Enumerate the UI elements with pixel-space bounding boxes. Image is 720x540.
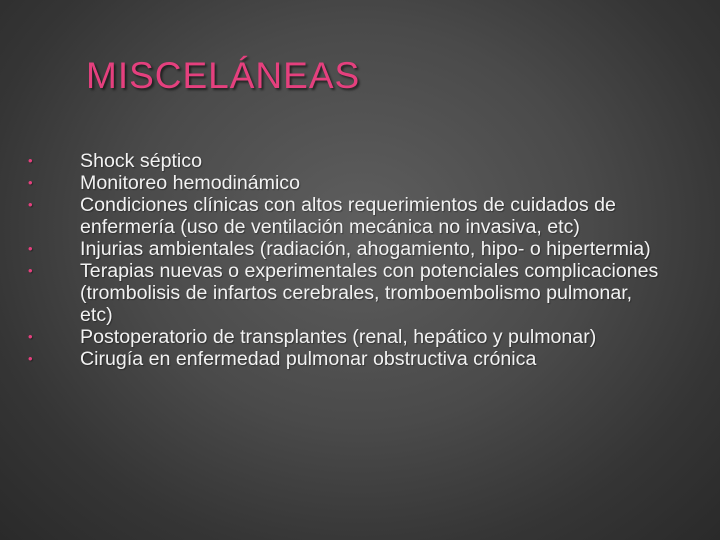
bullet-text: Terapias nuevas o experimentales con potenciales complicaciones (trombolisis de infartos cerebrales, tromboembolismo pulmonar, etc) — [80, 260, 659, 326]
bullet-text: Condiciones clínicas con altos requerimientos de cuidados de enfermería (uso de ventilación mecánica no invasiva, etc) — [80, 194, 616, 238]
bullet-item — [28, 348, 668, 370]
bullet-dot-icon: • — [28, 263, 33, 278]
bullet-dot-icon: • — [28, 153, 33, 168]
bullet-text: Injurias ambientales (radiación, ahogamiento, hipo- o hipertermia) — [80, 238, 651, 260]
bullet-dot-icon: • — [28, 351, 33, 366]
bullet-text: Cirugía en enfermedad pulmonar obstructiva crónica — [80, 348, 537, 370]
bullet-item — [28, 194, 668, 238]
bullet-dot-icon: • — [28, 175, 33, 190]
bullet-dot-icon: • — [28, 329, 33, 344]
bullet-item — [28, 150, 668, 172]
bullet-list — [28, 150, 668, 370]
bullet-text: Shock séptico — [80, 150, 202, 172]
bullet-dot-icon: • — [28, 197, 33, 212]
bullet-item — [28, 172, 668, 194]
bullet-text: Postoperatorio de transplantes (renal, hepático y pulmonar) — [80, 326, 597, 348]
bullet-text: Monitoreo hemodinámico — [80, 172, 300, 194]
bullet-item — [28, 260, 668, 326]
bullet-item — [28, 326, 668, 348]
bullet-item — [28, 238, 668, 260]
bullet-dot-icon: • — [28, 241, 33, 256]
slide-title: MISCELÁNEAS — [86, 55, 361, 96]
